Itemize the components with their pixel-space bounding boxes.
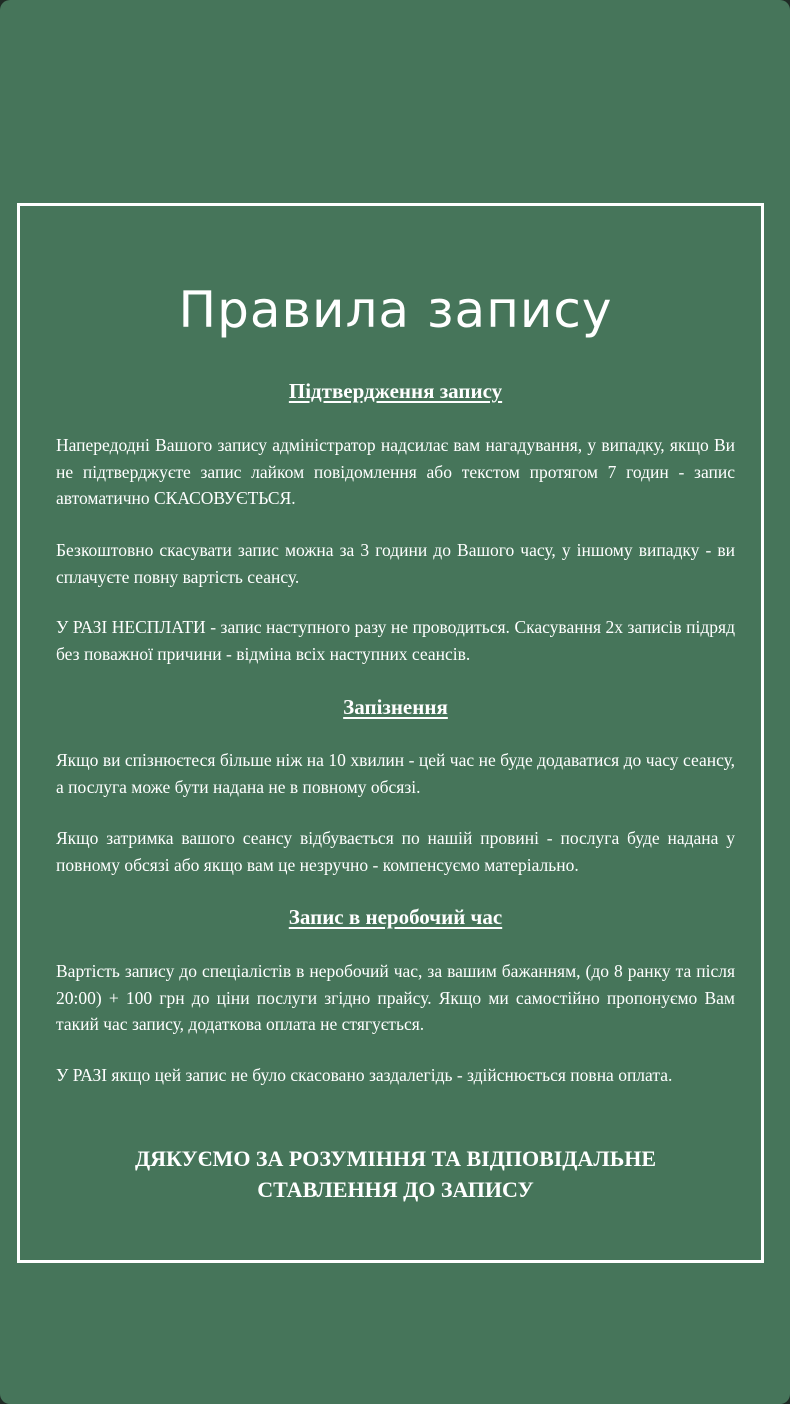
paragraph-off-hours-price: Вартість запису до спеціалістів в неробочий час, за вашим бажанням, (до 8 ранку та після 20:00) + 100 грн до ціни послуги згідно прайсу. Якщо ми самостійно пропонуємо Вам такий час запису, додаткова оплата не стягується. — [56, 961, 735, 1034]
page-title: Правила запису — [178, 281, 613, 339]
paragraph-nonpayment: У РАЗІ НЕСПЛАТИ - запис наступного разу не проводиться. Скасування 2х записів підряд без поважної причини - відміна всіх наступних сеансів. — [56, 617, 735, 664]
paragraph-free-cancellation: Безкоштовно скасувати запис можна за 3 години до Вашого часу, у іншому випадку - ви сплачуєте повну вартість сеансу. — [56, 540, 735, 587]
rules-card-frame — [17, 203, 764, 1263]
paragraph-our-delay: Якщо затримка вашого сеансу відбувається по нашій провині - послуга буде надана у повному обсязі або якщо вам це незручно - компенсуємо матеріально. — [56, 828, 735, 875]
paragraph-confirmation-reminder: Напередодні Вашого запису адміністратор надсилає вам нагадування, у випадку, якщо Ви не підтверджуєте запис лайком повідомлення або текстом протягом 7 годин - запис автоматично СКАСОВУЄТЬСЯ. — [56, 435, 735, 508]
closing-line-2: СТАВЛЕННЯ ДО ЗАПИСУ — [257, 1177, 534, 1202]
rules-card-content — [56, 206, 735, 1260]
closing-line-1: ДЯКУЄМО ЗА РОЗУМІННЯ ТА ВІДПОВІДАЛЬНЕ — [134, 1146, 657, 1171]
closing-thanks — [56, 1143, 735, 1205]
section-heading-lateness: Запізнення — [343, 695, 448, 719]
section-heading-confirmation: Підтвердження запису — [288, 379, 503, 403]
paragraph-late-arrival: Якщо ви спізнюєтеся більше ніж на 10 хвилин - цей час не буде додаватися до часу сеансу, а послуга може бути надана не в повному обсязі. — [56, 750, 735, 797]
section-heading-off-hours: Запис в неробочий час — [288, 905, 503, 929]
paragraph-off-hours-full-payment: У РАЗІ якщо цей запис не було скасовано заздалегідь - здійснюється повна оплата. — [56, 1065, 673, 1085]
